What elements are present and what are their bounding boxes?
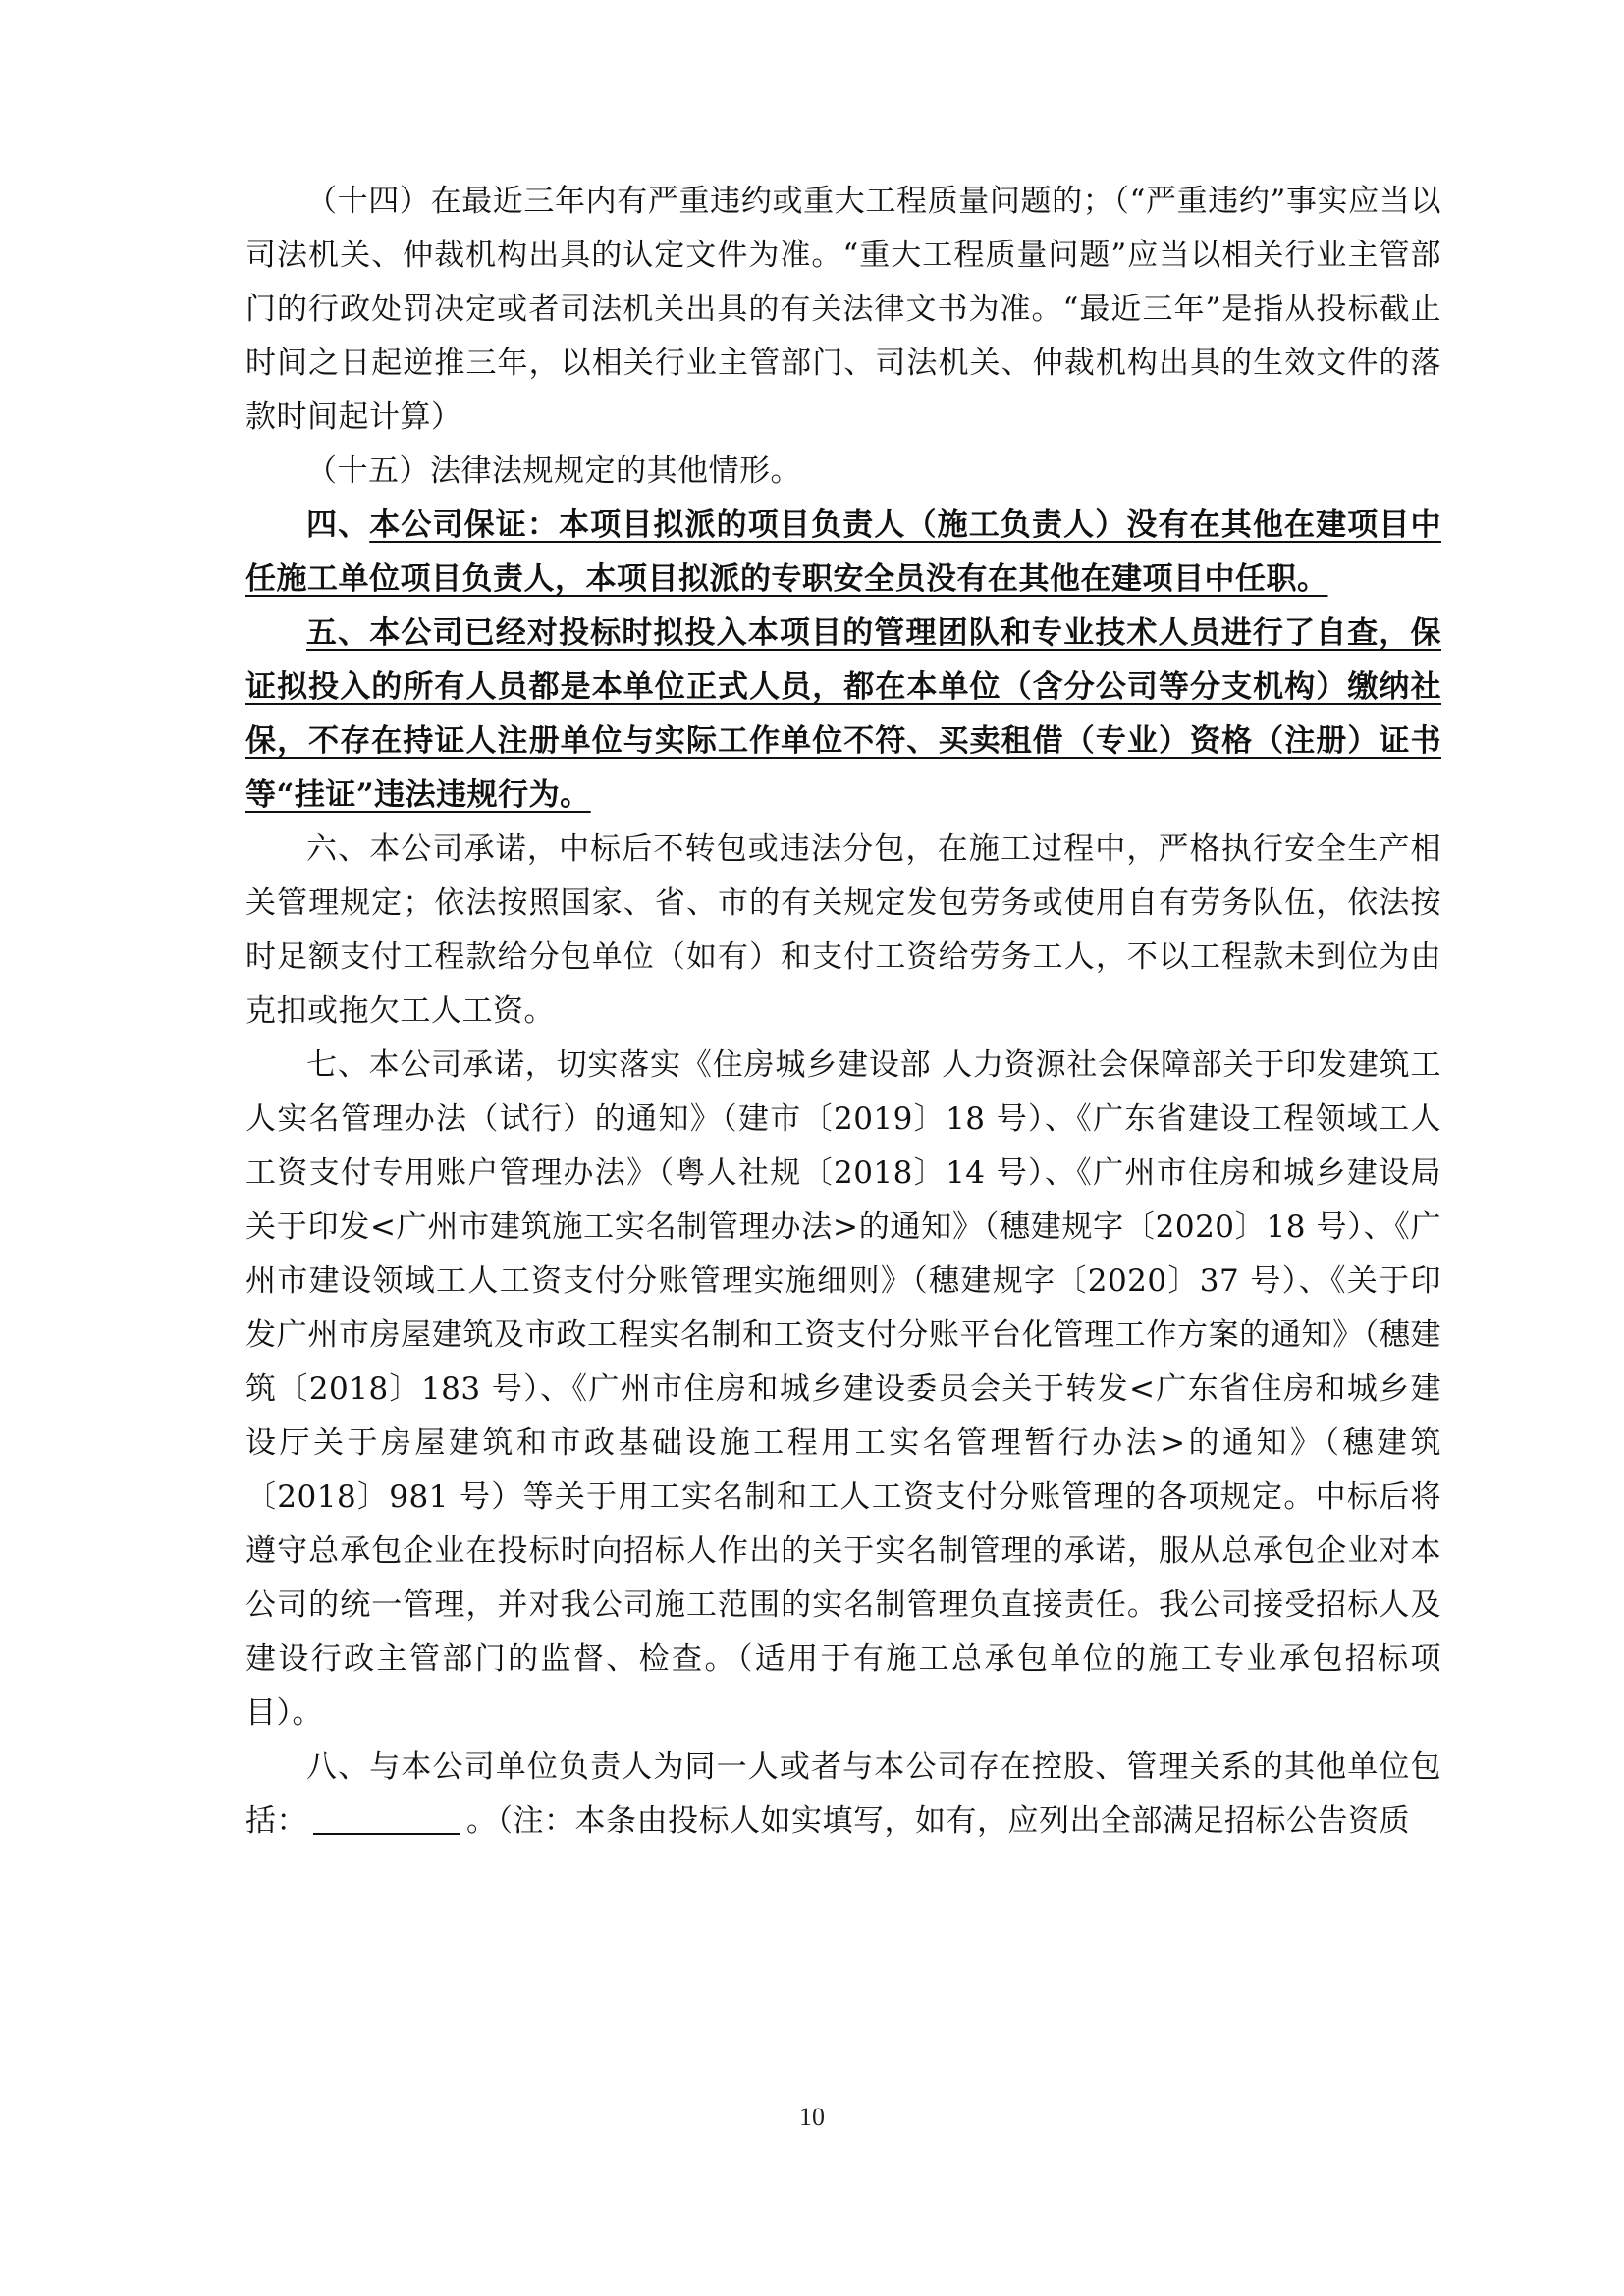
fill-in-blank-line[interactable]: [313, 1803, 460, 1835]
paragraph-clause-8: [245, 1740, 1441, 1848]
paragraph-item-15: （十五）法律法规规定的其他情形。: [306, 454, 801, 489]
paragraph-clause-7: 七、本公司承诺，切实落实《住房城乡建设部 人力资源社会保障部关于印发建筑工人实名管理办法（试行）的通知》（建市〔2019〕18 号）、《广东省建设工程领域工人工资支付专用账户管理办法》（粤人社规〔2018〕14 号）、《广州市住房和城乡建设局关于印发<广州市建筑施工实名制管理办法>的通知》（穗建规字〔2020〕18 号）、《广州市建设领域工人工资支付分账管理实施细则》（穗建规字〔2020〕37 号）、《关于印发广州市房屋建筑及市政工程实名制和工资支付分账平台化管理工作方案的通知》（穗建筑〔2018〕183 号）、《广州市住房和城乡建设委员会关于转发<广东省住房和城乡建设厅关于房屋建筑和市政基础设施工程用工实名管理暂行办法>的通知》（穗建筑〔2018〕981 号）等关于用工实名制和工人工资支付分账管理的各项规定。中标后将遵守总承包企业在投标时向招标人作出的关于实名制管理的承诺，服从总承包企业对本公司的统一管理，并对我公司施工范围的实名制管理负直接责任。我公司接受招标人及建设行政主管部门的监督、检查。（适用于有施工总承包单位的施工专业承包招标项目）。: [245, 1047, 1441, 1731]
paragraph-item-14: （十四）在最近三年内有严重违约或重大工程质量问题的；（“严重违约”事实应当以司法机关、仲裁机构出具的认定文件为准。“重大工程质量问题”应当以相关行业主管部门的行政处罚决定或者司法机关出具的有关法律文书为准。“最近三年”是指从投标截止时间之日起逆推三年，以相关行业主管部门、司法机关、仲裁机构出具的生效文件的落款时间起计算）: [245, 184, 1441, 435]
clause-8-text-before: 八、与本公司单位负责人为同一人或者与本公司存在控股、管理关系的其他单位包括：: [245, 1749, 1441, 1839]
paragraph-clause-4: [245, 499, 1441, 607]
clause-5-underlined-text: 五、本公司已经对投标时拟投入本项目的管理团队和专业技术人员进行了自查，保证拟投入的所有人员都是本单位正式人员，都在本单位（含分公司等分支机构）缴纳社保，不存在持证人注册单位与实际工作单位不符、买卖租借（专业）资格（注册）证书等“挂证”违法违规行为。: [245, 615, 1441, 813]
clause-4-underlined-text: 本公司保证：本项目拟派的项目负责人（施工负责人）没有在其他在建项目中任施工单位项目负责人，本项目拟派的专职安全员没有在其他在建项目中任职。: [245, 507, 1442, 597]
page-number: 10: [799, 2103, 825, 2131]
paragraph-clause-5: [245, 607, 1441, 823]
document-body: [245, 175, 1441, 1848]
clause-4-number: 四、: [306, 507, 370, 543]
paragraph-clause-6: 六、本公司承诺，中标后不转包或违法分包，在施工过程中，严格执行安全生产相关管理规定；依法按照国家、省、市的有关规定发包劳务或使用自有劳务队伍，依法按时足额支付工程款给分包单位（如有）和支付工资给劳务工人，不以工程款未到位为由克扣或拖欠工人工资。: [245, 831, 1441, 1029]
clause-8-text-after: 。（注：本条由投标人如实填写，如有，应列出全部满足招标公告资质: [466, 1803, 1410, 1839]
